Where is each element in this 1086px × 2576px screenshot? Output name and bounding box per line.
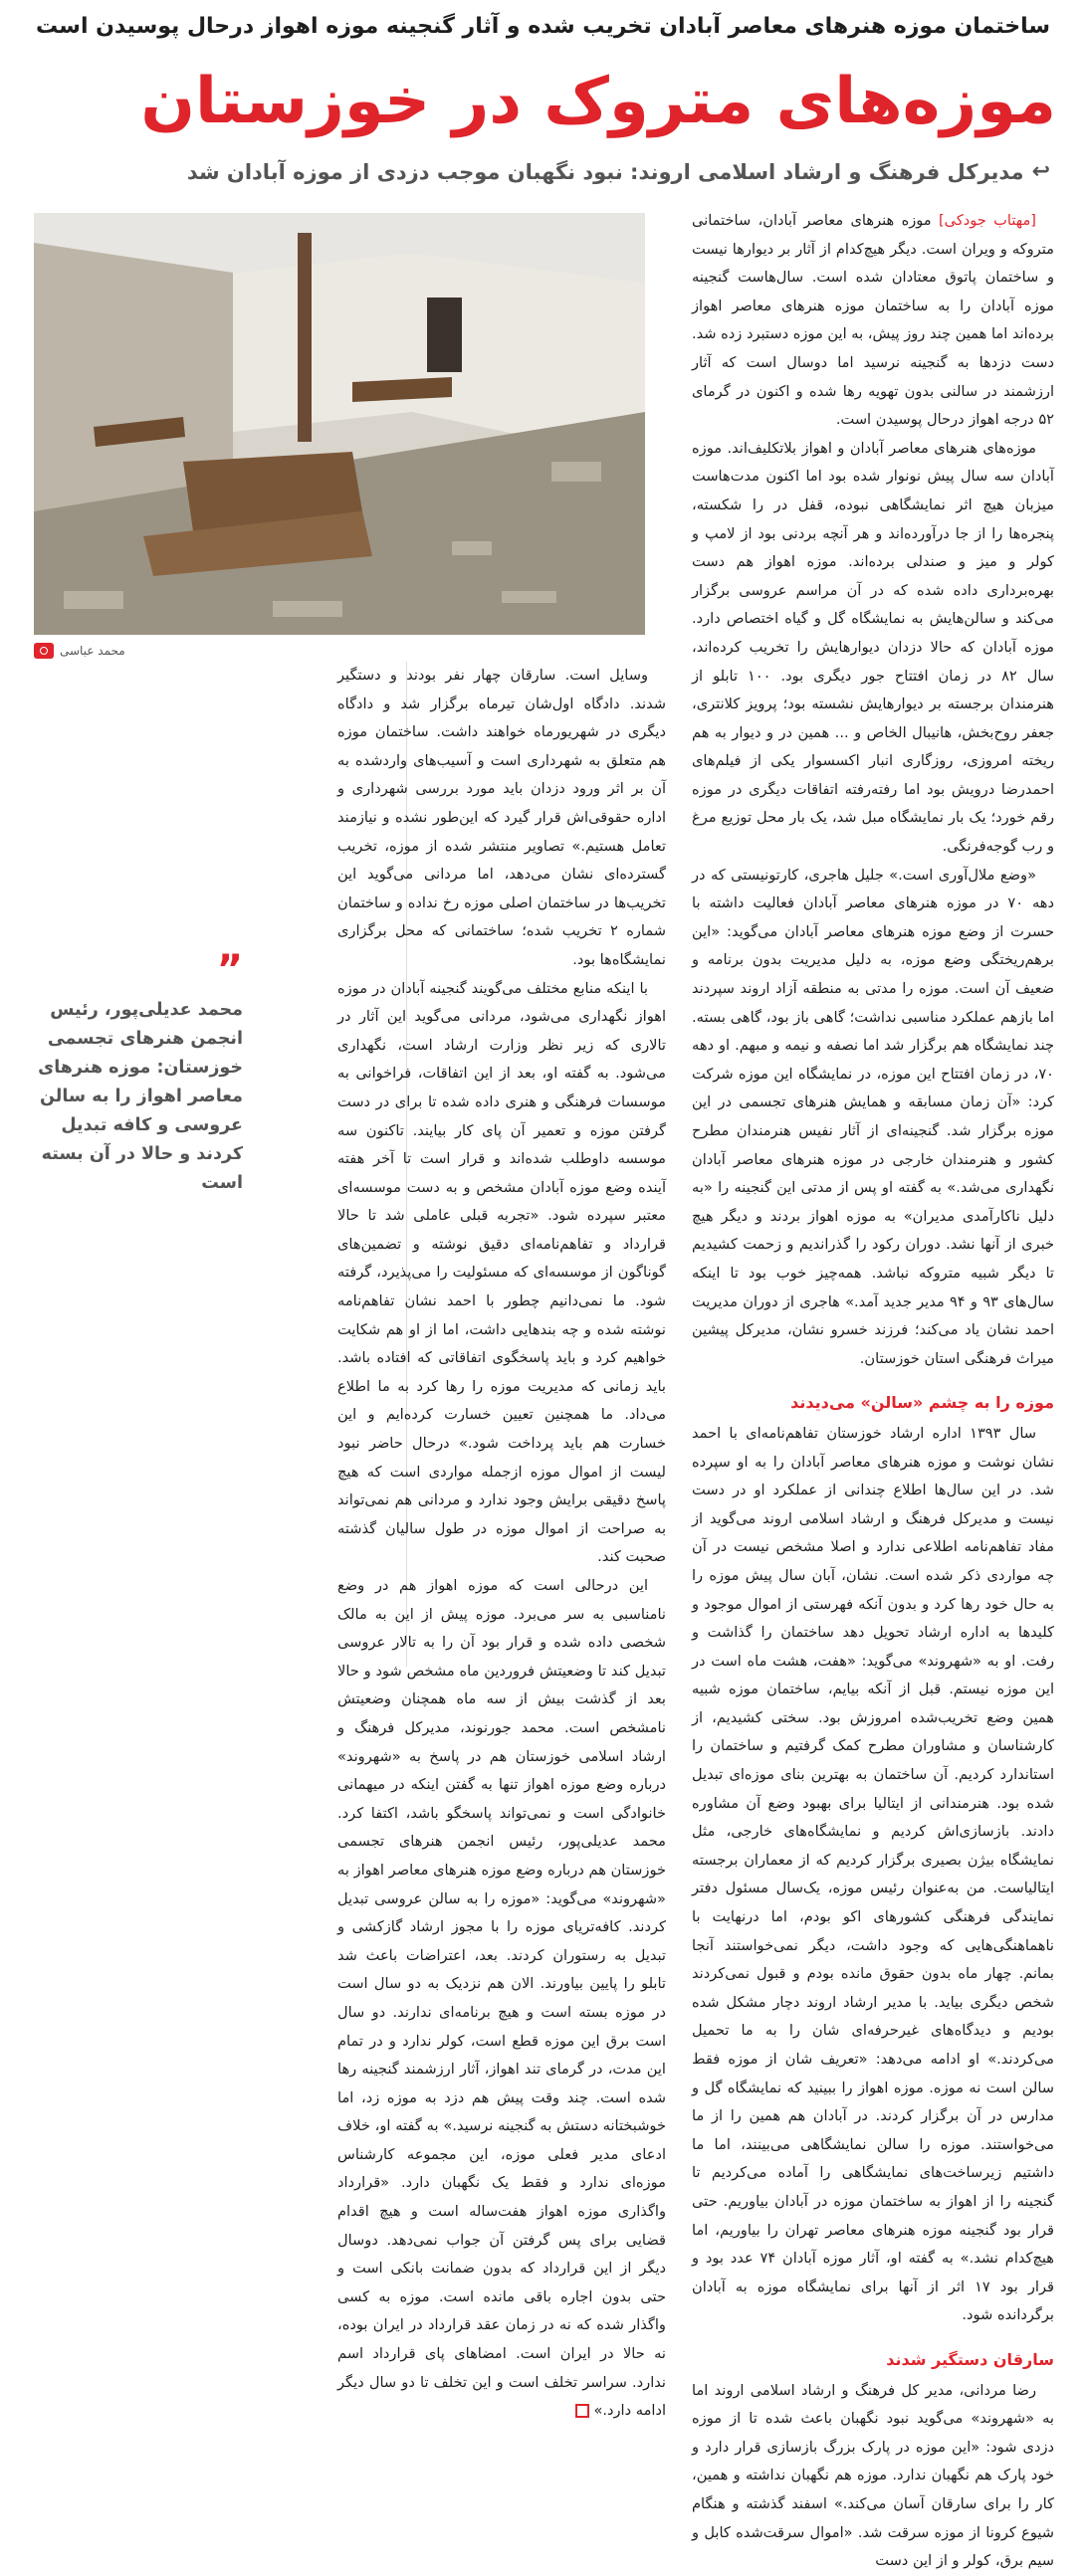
ruined-museum-illustration [34,213,645,635]
headline: موزه‌های متروک در خوزستان [140,65,1056,138]
paragraph-text: این درحالی است که موزه اهواز هم در وضع نامناسبی به سر می‌برد. موزه پیش از این به مالک شخصی داده شده و قرار بود آن را به تالار عروسی تبدیل کند تا وضعیتش فروردین ماه مشخص شود و حالا بعد از گذشت بیش از سه ماه همچنان وضعیتش نامشخص است. محمد جورنوند، مدیرکل فرهنگ و ارشاد اسلامی خوزستان هم در پاسخ به «شهروند» درباره وضع موزه اهواز تنها به گفتن اینکه در میهمانی خانوادگی است و نمی‌تواند پاسخگو باشد، اکتفا کرد. محمد عدیلی‌پور، رئیس انجمن هنرهای تجسمی خوزستان هم درباره وضع موزه هنرهای معاصر اهواز به «شهروند» می‌گوید: «موزه را به سالن عروسی تبدیل کردند. کافه‌تریای موزه را با مجوز ارشاد گازکشی و تبدیل به رستوران کردند. بعد، اعتراضات باعث شد تابلو را پایین بیاورند. الان هم نزدیک به دو سال است در موزه بسته است و هیچ برنامه‌ای ندارند. دو سال است برق این موزه قطع است، کولر ندارد و در تمام این مدت، در گرمای تند اهواز، آثار ارزشمند گنجینه رها شده است. چند وقت پیش هم دزد به موزه زد، اما خوشبختانه دستش به گنجینه نرسید.» به گفته او، خلاف ادعای مدیر فعلی موزه، این مجموعه کارشناس موزه‌ای ندارد و فقط یک نگهبان دارد. «قرارداد واگذاری موزه اهواز هفت‌ساله است و هیچ اقدام قضایی برای پس گرفتن آن جواب نمی‌دهد. دوسال دیگر از این قرارداد که بدون ضمانت بانکی است و حتی بدون اجاره باقی مانده است. موزه به کسی واگذار شده که نه در زمان عقد قرارداد در ایران بوده، نه حالا در ایران است. امضاهای پای قرارداد اسم ندارد. سراسر تخلف است و این تخلف تا دو سال دیگر ادامه دارد.» [337,1577,666,2420]
end-square-icon [575,2404,589,2418]
paragraph [692,207,1054,435]
article-column-right [691,207,1055,2570]
paragraph: «وضع ملال‌آوری است.» جلیل هاجری، کارتونیستی که در دهه ۷۰ در موزه هنرهای معاصر آبادان فعالیت داشته با حسرت از وضع موزه هنرهای معاصر آبادان می‌گوید: «این برهم‌ریختگی وضع موزه، به دلیل مدیریت بدون برنامه و ضعیف آن است. موزه را مدتی به منطقه آزاد اروند سپردند اما بازهم عملکرد مناسبی نداشت؛ گاهی باز بود، گاهی بسته. چند نمایشگاه هم برگزار شد اما نصفه و نیمه و مبهم. او دهه ۷۰، در زمان افتتاح این موزه، در نمایشگاه این موزه شرکت کرد: «آن زمان مسابقه و همایش هنرهای تجسمی در این موزه برگزار شد. گنجینه‌ای از آثار نفیس هنرمندان مطرح کشور و هنرمندان خارجی در موزه هنرهای معاصر آبادان نگهداری می‌شد.» به گفته او پس از مدتی این گنجینه را «به دلیل ناکارآمدی مدیران» به موزه اهواز بردند و دیگر هیچ خبری از آنها نشد. دوران رکود را گذراندیم و زحمت کشیدیم تا دیگر شبیه متروکه نباشد. همه‌چیز خوب بود تا اینکه سال‌های ۹۳ و ۹۴ مدیر جدید آمد.» هاجری از دوران مدیریت احمد نشان یاد می‌کند؛ فرزند خسرو نشان، مدیرکل پیشین میراث فرهنگی استان خوزستان. [692,866,1055,1367]
paragraph: سال ۱۳۹۳ اداره ارشاد خوزستان تفاهم‌نامه‌ای با احمد نشان نوشت و موزه هنرهای معاصر آبادان را به او سپرده شد. در این سال‌ها اطلاع چندانی از عملکرد او در دست نیست و مدیرکل فرهنگ و ارشاد اسلامی اروند می‌گوید از مفاد تفاهم‌نامه اطلاعی ندارد و اصلا مشخص نیست در آن چه مواردی ذکر شده است. نشان، آبان سال پیش موزه را به حال خود رها کرد و بدون آنکه فهرستی از اموال موجود و کلیدها به اداره ارشاد تحویل دهد ساختمان را گذاشت و رفت. او به «شهروند» می‌گوید: «هفت، هشت ماه است در این موزه نیستم. قبل از آنکه بیایم، ساختمان موزه شبیه همین وضع تخریب‌شده امروزش بود. سختی کشیدیم، از کارشناسان و مشاوران مطرح کمک گرفتیم و ساختمان را استاندارد کردیم. آن ساختمان به بهترین بنای موزه‌ای تبدیل شده بود. هنرمندانی از ایتالیا برای بهبود وضع آن مشاوره دادند. بازسازی‌اش کردیم و نمایشگاه‌های خارجی، مثل نمایشگاه بیژن بصیری برگزار کردیم که از معماران برجسته ایتالیاست. من به‌عنوان رئیس موزه، یک‌سال مسئول دفتر نمایندگی فرهنگی کشورهای اکو بودم، اما درنهایت با ناهماهنگی‌هایی که وجود داشت، دیگر نمی‌خواستند آنجا بمانم. چهار ماه بدون حقوق مانده بودم و قبول نمی‌کردند شخص دیگری بیاید. با مدیر ارشاد اروند دچار مشکل شده بودیم و دیدگاه‌های غیرحرفه‌ای شان را به ما تحمیل می‌کردند.» او ادامه می‌دهد: «تعریف شان از موزه فقط سالن است نه موزه. موزه اهواز را ببینید که نمایشگاه گل و مدارس در آن برگزار کردند. در آبادان هم همین را از ما می‌خواستند. موزه را سالن نمایشگاهی می‌بینند، اما ما داشتیم زیرساخت‌های نمایشگاهی را آماده می‌کردیم تا گنجینه را از اهواز به ساختمان موزه در آبادان بیاوریم. حتی قرار بود گنجینه موزه هنرهای معاصر تهران را بیاوریم، اما هیچ‌کدام نشد.» به گفته او، آثار موزه آبادان ۷۴ عدد بود و قرار بود ۱۷ اثر از آنها برای نمایشگاه موزه به آبادان برگردانده شود. [692,1424,1055,2324]
paragraph-text: موزه هنرهای معاصر آبادان، ساختمانی متروکه و ویران است. دیگر هیچ‌کدام از آثار بر دیوارها نیست و ساختمان پاتوق معتادان شده است. سال‌هاست گنجینه موزه آبادان را به ساختمان موزه هنرهای معاصر اهواز برده‌اند اما همین چند روز پیش، به این موزه دستبرد زده شد. دست دزدها به گنجینه نرسید اما دوسال است که آثار ارزشمند در سالنی بدون تهویه رها شده و اکنون در گرمای ۵۲ درجه اهواز درحال پوسیدن است. [691,212,1054,429]
paragraph [337,1572,666,2426]
paragraph: با اینکه منابع مختلف می‌گویند گنجینه آبادان در موزه اهواز نگهداری می‌شود، مردانی می‌گوید این آثار در تالاری که زیر نظر وزارت ارشاد است، نگهداری می‌شود. به گفته او، بعد از این اتفاقات، فراخوانی به موسسات فرهنگی و هنری داده شده تا برای در دست گرفتن موزه و تعمیر آن پای کار بیایند. تاکنون سه موسسه داوطلب شده‌اند و قرار است تا آخر هفته آینده وضع موزه آبادان مشخص و به دست موسسه‌ای معتبر سپرده شود. «تجربه قبلی عاملی شد تا حالا قرارداد و تفاهم‌نامه‌ای دقیق نوشته و تضمین‌های گوناگون از موسسه‌ای که مسئولیت را می‌پذیرد، گرفته شود. ما نمی‌دانیم چطور با احمد نشان تفاهم‌نامه نوشته شده و چه بندهایی داشت، اما از او هم شکایت خواهیم کرد و باید پاسخگوی اتفاقاتی که افتاده باشد. باید زمانی که مدیریت موزه را رها کرد به ما اطلاع می‌داد. ما همچنین تعیین خسارت کرده‌ایم و این خسارت هم باید پرداخت شود.» درحال حاضر نبود لیست از اموال موزه ازجمله مواردی است که هیچ پاسخ دقیقی برایش وجود ندارد و مردانی هم نمی‌تواند به صراحت از اموال موزه در طول سالیان گذشته صحبت کند. [337,979,666,1566]
reporter-name: [مهتاب جودکی] [938,212,1036,229]
paragraph: رضا مردانی، مدیر کل فرهنگ و ارشاد اسلامی اروند اما به «شهروند» می‌گوید نبود نگهبان باعث شده تا از موزه دزدی شود: «این موزه در پارک بزرگ بازسازی قرار دارد و خود پارک هم نگهبان ندارد. موزه هم نگهبان نداشته و همین، کار را برای سارقان آسان می‌کند.» اسفند گذشته و هنگام شیوع کرونا از موزه سرقت شد. «اموال سرقت‌شده کابل و سیم برق، کولر و از این دست [692,2381,1054,2570]
article-photo [34,213,645,635]
photo-credit-text: محمد عباسی [60,644,125,658]
pull-quote-text: محمد عدیلی‌پور، رئیس انجمن هنرهای تجسمی خوزستان: موزه هنرهای معاصر اهواز را به سالن عروسی و کافه تبدیل کردند و حالا در آن بسته است [38,1000,243,1193]
article-column-middle [337,662,666,2420]
kicker: ساختمان موزه هنرهای معاصر آبادان تخریب شده و آثار گنجینه موزه اهواز درحال پوسیدن است [36,14,1050,39]
camera-icon [34,643,54,659]
subhead [30,159,1050,184]
arrow-icon: ↩ [1031,159,1050,184]
pull-quote [34,947,243,1269]
photo-credit [34,643,645,659]
paragraph: وسایل است. سارقان چهار نفر بودند و دستگیر شدند. دادگاه اول‌شان تیرماه برگزار شد و دادگاه دیگری در شهریورماه خواهند داشت. ساختمان موزه هم متعلق به شهرداری است و آسیب‌های واردشده به آن بر اثر ورود دزدان باید مورد بررسی شهرداری و اداره حقوقی‌اش قرار گیرد که این‌طور نشده و نیازمند تعامل هستیم.» تصاویر منتشر شده از موزه، تخریب گسترده‌ای نشان می‌دهد، اما مردانی می‌گوید این تخریب‌ها در ساختمان اصلی موزه رخ نداده و ساختمان شماره ۲ تخریب شده؛ ساختمانی که محل برگزاری نمایشگاه‌ها بود. [337,667,666,968]
subhead-text: مدیرکل فرهنگ و ارشاد اسلامی اروند: نبود نگهبان موجب دزدی از موزه آبادان شد [186,159,1024,184]
section-subtitle: موزه را به چشم «سالن» می‌دیدند [790,1393,1054,1413]
quote-mark-icon: ” [216,947,243,993]
section-subtitle: سارقان دستگیر شدند [886,2349,1054,2369]
paragraph: موزه‌های هنرهای معاصر آبادان و اهواز بلاتکلیف‌اند. موزه آبادان سه سال پیش نونوار شده بود اما اکنون مدت‌هاست میزبان هیچ اثر نمایشگاهی نبوده، قفل در را شکسته، پنجره‌ها را از جا درآورده‌اند و هر آنچه بردنی بود از لامپ و کولر و میز و صندلی برده‌اند. موزه اهواز هم دست بهره‌برداری داده شده که در آن مراسم عروسی برگزار می‌کند و سالن‌هایش به نمایشگاه گل و گیاه اختصاص دارد. موزه آبادان که حالا دزدان دیوارهایش را تخریب کرده‌اند، سال ۸۲ در زمان افتتاح جور دیگری بود. ۱۰۰ تابلو از هنرمندان برجسته بر دیوارهایش نشسته بود؛ پرویز کلانتری، جعفر روح‌بخش، هانیبال الخاص و ... همین در و دیوار به هم ریخته امروزی، روزگاری انبار اکسسوار یکی از فیلم‌های احمدرضا درویش بود اما رفته‌رفته اتفاقات دیگری در موزه رقم خورد؛ یک بار نمایشگاه مبل شد، یک بار محل توزیع مرغ و رب گوجه‌فرنگی. [692,439,1055,856]
